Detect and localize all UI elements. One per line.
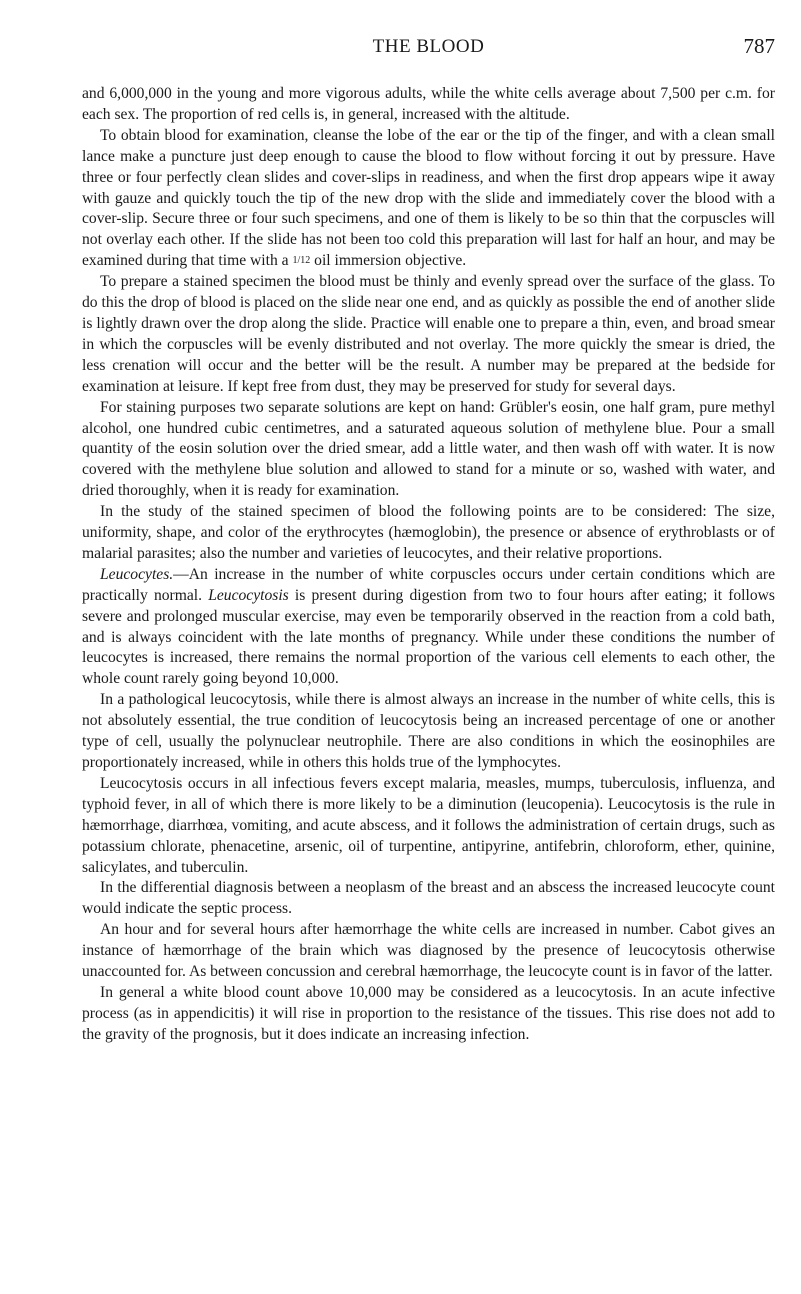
leucocytes-intro: —An increase in the number of white corpuscles occurs under certain conditions which are practically normal. bbox=[82, 565, 775, 604]
paragraph-blood-counts: and 6,000,000 in the young and more vigorous adults, while the white cells average about 7,500 per c.m. for each sex. The proportion of red cells is, in general, increased with the altitude. bbox=[82, 85, 775, 123]
paragraph-pathological: In a pathological leucocytosis, while there is almost always an increase in the number of white cells, this is not absolutely essential, the true condition of leucocytosis being an increased percentage of one or another type of cell, usually the polynuclear neutrophile. There are also conditions in which the eosinophiles are proportionately increased, while in others this holds true of the lymphocytes. bbox=[82, 691, 775, 771]
fraction-denominator: 12 bbox=[300, 255, 311, 267]
leucocytosis-text: is present during digestion from two to four hours after eating; it follows severe and prolonged muscular exercise, may even be temporarily observed in the reaction from a cold bath, and is always coincident with the late months of pregnancy. While under these conditions the number of leucocytes is increased, there remains the normal proportion of the various cell elements to each other, the whole count rarely going beyond 10,000. bbox=[82, 586, 775, 688]
paragraph-obtaining-blood bbox=[82, 126, 775, 272]
page-header bbox=[82, 34, 775, 64]
page-number: 787 bbox=[743, 34, 775, 58]
objective-text: oil immersion objective. bbox=[314, 252, 467, 270]
paragraph-stained-specimen: To prepare a stained specimen the blood must be thinly and evenly spread over the surface of the glass. To do this the drop of blood is placed on the slide near one end, and as quickly as possible the end of another slide is lightly drawn over the drop along the slide. Practice will enable one to prepare a thin, even, and broad smear in which the corpuscles will be evenly distributed and not overlay. The more quickly the smear is dried, the less crenation will occur and the better will be the result. A number may be prepared at the bedside for examination at leisure. If kept free from dust, they may be preserved for study for several days. bbox=[82, 273, 775, 395]
paragraph-infectious-fevers: Leucocytosis occurs in all infectious fevers except malaria, measles, mumps, tuberculosis, influenza, and typhoid fever, in all of which there is more likely to be a diminution (leucopenia). Leucocytosis is the rule in hæmorrhage, diarrhœa, vomiting, and acute abscess, and it follows the administration of certain drugs, such as potassium chlorate, phenacetine, arsenic, oil of turpentine, antipyrine, antifebrin, chloroform, ether, quinine, salicylates, and tuberculin. bbox=[82, 774, 775, 876]
obtaining-blood-text: To obtain blood for examination, cleanse the lobe of the ear or the tip of the finger, and with a clean small lance make a puncture just deep enough to cause the blood to flow without forcing it out by pressure. Have three or four perfectly clean slides and cover-slips in readiness, and when the first drop appears wipe it away with gauze and quickly touch the tip of the new drop with the slide and immediately cover the blood with a cover-slip. Secure three or four such specimens, and one of them is likely to be so thin that the corpuscles will not overlay each other. If the slide has not been too cold this preparation will last for half an hour, and may be examined during that time with a bbox=[82, 126, 775, 270]
body-text bbox=[82, 84, 775, 1046]
paragraph-staining: For staining purposes two separate solutions are kept on hand: Grübler's eosin, one half gram, pure methyl alcohol, one hundred cubic centimetres, and a saturated aqueous solution of methylene blue. Pour a small quantity of the eosin solution over the dried smear, add a little water, and then wash off with water. It is now covered with the methylene blue solution and allowed to stand for a minute or so, washed with water, and dried thoroughly, when it is ready for examination. bbox=[82, 398, 775, 500]
paragraph-haemorrhage: An hour and for several hours after hæmorrhage the white cells are increased in number. Cabot gives an instance of hæmorrhage of the brain which was diagnosed by the presence of leucocytosis otherwise unaccounted for. As between concussion and cerebral hæmorrhage, the leucocyte count is in favor of the latter. bbox=[82, 921, 775, 981]
paragraph-general-count: In general a white blood count above 10,000 may be considered as a leucocytosis. In an acute infective process (as in appendicitis) it will rise in proportion to the resistance of the tissues. This rise does not add to the gravity of the prognosis, but it does indicate an increasing infection. bbox=[82, 983, 775, 1043]
paragraph-differential-diagnosis: In the differential diagnosis between a neoplasm of the breast and an abscess the increased leucocyte count would indicate the septic process. bbox=[82, 879, 775, 918]
objective-fraction: 1/12 bbox=[292, 255, 311, 267]
leucocytosis-term: Leucocytosis bbox=[208, 586, 289, 604]
leucocytes-heading: Leucocytes. bbox=[100, 565, 174, 583]
running-title: THE BLOOD bbox=[372, 36, 485, 57]
fraction-numerator: 1 bbox=[292, 255, 298, 267]
paragraph-leucocytes bbox=[82, 565, 775, 690]
paragraph-study-points: In the study of the stained specimen of blood the following points are to be considered: The size, uniformity, shape, and color of the erythrocytes (hæmoglobin), the presence or absence of erythroblasts or of malarial parasites; also the number and varieties of leucocytes, and their relative proportions. bbox=[82, 503, 775, 562]
